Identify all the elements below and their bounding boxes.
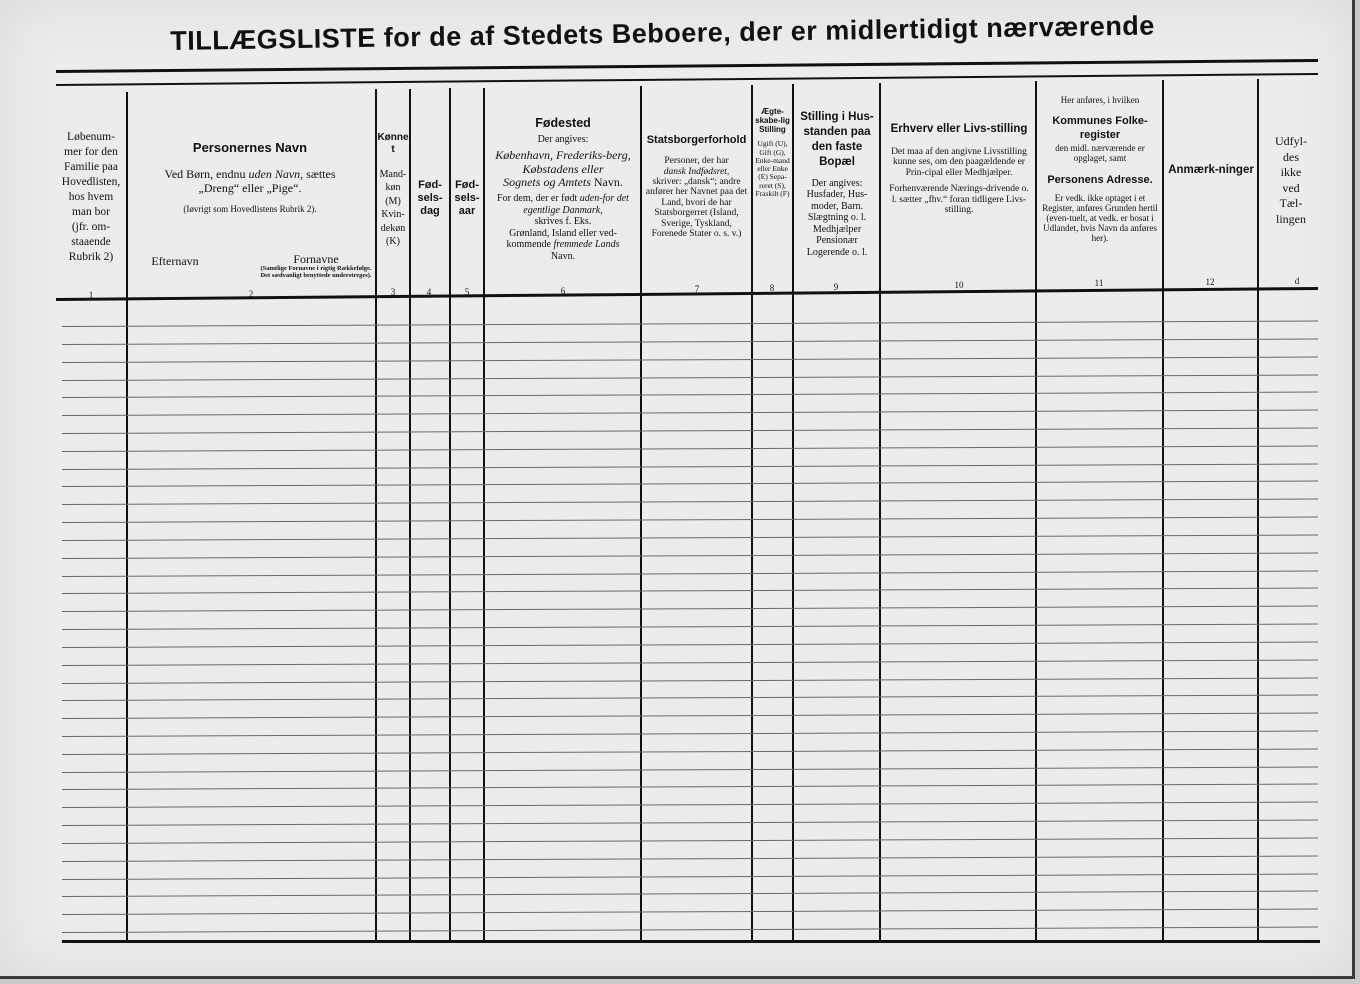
- col-number: 8: [769, 283, 775, 293]
- entry-row-line: [62, 713, 1318, 719]
- entry-row-line: [62, 374, 1318, 380]
- col6-text: Navn.: [593, 175, 623, 190]
- entry-row-line: [62, 321, 1318, 327]
- col-d-text: des: [1283, 149, 1299, 164]
- top-rule-2: [56, 73, 1318, 86]
- col9-text: Husfader, Hus-moder, Barn. Slægtning o. l. Medhjælper Pensionær Logerende o. l.: [806, 189, 868, 258]
- col2-header: [130, 140, 370, 214]
- col6-text: For dem, der er født: [497, 193, 578, 205]
- col3-text: dekøn: [380, 222, 406, 234]
- col11-header: [1038, 96, 1162, 244]
- entry-row-line: [62, 499, 1318, 505]
- col8-header: [754, 108, 791, 198]
- entry-row-line: [62, 802, 1318, 808]
- col-d-text: Udfyl-: [1275, 134, 1307, 148]
- col6-text: Der angives:: [537, 134, 589, 146]
- col3-text: Kvin-: [381, 209, 405, 221]
- col-d-text: lingen: [1276, 211, 1306, 226]
- col8-text: Ugift (U), Gift (G), Enke-mand eller Enke (E) Sepa-reret (S), Fraskilt (F): [755, 139, 790, 198]
- entry-row-line: [62, 552, 1318, 558]
- entry-row-line: [62, 534, 1318, 540]
- entry-row-line: [62, 855, 1318, 861]
- col2-text: uden Navn,: [248, 167, 304, 182]
- entry-row-line: [62, 927, 1318, 933]
- col10-text: Forhenværende Nærings-drivende o. l. sætter „fhv.“ foran tidligere Livs-stilling.: [889, 184, 1029, 216]
- entry-row-line: [62, 909, 1318, 915]
- col12-header: [1166, 164, 1256, 178]
- col3-heading: Kønnet: [377, 132, 409, 155]
- entry-row-line: [62, 606, 1318, 612]
- col-divider: [879, 83, 881, 942]
- col6-header: [487, 116, 639, 262]
- col1-text: mer for den: [64, 145, 118, 158]
- col1-text: Familie paa: [64, 160, 118, 173]
- entry-row-line: [62, 356, 1318, 362]
- entry-row-line: [62, 641, 1318, 647]
- col11-heading-2: Personens Adresse.: [1047, 174, 1153, 187]
- col-divider: [751, 85, 753, 942]
- col1-text: Rubrik 2): [68, 250, 114, 263]
- col2-text: „Dreng“ eller „Pige“.: [198, 181, 302, 196]
- col-number: 4: [426, 287, 432, 297]
- col-number: d: [1294, 276, 1300, 286]
- col2-firstname-note: (Samtlige Fornavne i rigtig Rækkefølge. Det sædvanligt benyttede understreges).: [260, 265, 372, 279]
- entry-row-line: [62, 445, 1318, 451]
- entry-row-line: [62, 427, 1318, 433]
- col11-text: den midl. nærværende er opglaget, samt: [1055, 143, 1145, 164]
- col8-heading: Ægte-skabe-lig Stilling: [755, 107, 790, 134]
- entry-row-line: [62, 410, 1318, 416]
- col2-text: Ved Børn, endnu: [164, 167, 246, 182]
- col2-text: sættes: [306, 167, 336, 182]
- col11-text: Her anføres, i hvilken: [1060, 95, 1140, 105]
- entry-row-line: [62, 659, 1318, 665]
- col3-text: (K): [386, 236, 400, 248]
- entry-row-line: [62, 748, 1318, 754]
- entry-row-line: [62, 677, 1318, 683]
- col10-header: [886, 122, 1032, 216]
- form-title: TILLÆGSLISTE for de af Stedets Beboere, der er midlertidigt nærværende: [170, 10, 1156, 56]
- entry-row-line: [62, 766, 1318, 772]
- col5-header: [451, 166, 483, 231]
- col-d-header: [1260, 134, 1322, 228]
- entry-row-line: [62, 570, 1318, 576]
- col-d-text: Tæl-: [1279, 196, 1303, 211]
- col7-text: dansk Indfødsret,: [663, 166, 730, 177]
- top-rule: [56, 59, 1318, 73]
- col6-heading: Fødested: [535, 116, 591, 130]
- entry-row-line: [62, 820, 1318, 826]
- col-divider: [1162, 80, 1164, 942]
- col7-heading: Statsborgerforhold: [646, 134, 747, 146]
- col6-text: Navn.: [550, 250, 576, 262]
- col3-text: Mand-: [379, 168, 407, 180]
- col-number: 9: [833, 282, 839, 292]
- col2-surname-label: Efternavn: [151, 254, 199, 268]
- col3-text: (M): [385, 195, 401, 207]
- col6-text: skrives f. Eks.: [534, 216, 592, 228]
- col-d-text: ikke: [1280, 165, 1302, 180]
- col-divider: [1257, 79, 1259, 942]
- col1-text: man bor: [71, 205, 110, 218]
- col2-heading: Personernes Navn: [192, 140, 308, 155]
- entry-row-line: [62, 624, 1318, 630]
- col4-header: [411, 166, 449, 231]
- col1-text: staaende: [71, 235, 111, 248]
- entry-row-line: [62, 891, 1318, 897]
- col4-heading: Fød- sels- dag: [417, 178, 443, 217]
- col6-text: København, Frederiks-berg, Købstadens eller: [495, 147, 631, 176]
- col1-text: hos hvem: [68, 190, 114, 203]
- col7-header: [643, 134, 750, 240]
- col9-header: [795, 110, 879, 258]
- col6-text: fremmede Lands: [553, 239, 620, 251]
- col-divider: [126, 92, 128, 942]
- entry-row-line: [62, 837, 1318, 843]
- col9-heading: Stilling i Hus-standen paa den faste Bopæl: [800, 111, 874, 168]
- col10-heading: Erhverv eller Livs-stilling: [890, 123, 1028, 135]
- col10-text: Det maa af den angivne Livsstilling kunne ses, om den paagældende er Prin-cipal eller Medhjælper.: [891, 146, 1027, 178]
- col2-firstname-label: Fornavne: [293, 252, 339, 266]
- col6-text: Grønland, Island eller ved-kommende: [506, 227, 617, 251]
- entry-row-line: [62, 695, 1318, 701]
- col-number: 7: [694, 284, 700, 294]
- col-number: 12: [1205, 277, 1215, 287]
- col1-text: Løbenum-: [67, 131, 115, 143]
- col6-text: uden-for det egentlige Danmark,: [523, 193, 629, 216]
- col-d-text: ved: [1282, 180, 1300, 195]
- col2-note: (Iøvrigt som Hovedlistens Rubrik 2).: [183, 203, 317, 214]
- col3-text: køn: [385, 182, 401, 194]
- entry-row-line: [62, 588, 1318, 594]
- entry-row-line: [62, 873, 1318, 879]
- entry-row-line: [62, 784, 1318, 790]
- entry-row-line: [62, 392, 1318, 398]
- col-number: 11: [1094, 278, 1104, 288]
- col1-header: [56, 130, 126, 264]
- col3-header: [377, 132, 409, 249]
- col-divider: [483, 88, 485, 942]
- col1-text: Hovedlisten,: [61, 175, 121, 188]
- col1-text: (jfr. om-: [71, 220, 111, 233]
- col5-heading: Fød- sels- aar: [454, 178, 480, 217]
- col-divider: [640, 86, 642, 942]
- col7-text: Personer, der har: [664, 156, 729, 167]
- col11-text: Er vedk. ikke optaget i et Register, anføres Grunden hertil (even-tuelt, at vedk. er bosat i Udlandet, hvis Navn da anføres her).: [1042, 193, 1158, 243]
- col-number: 2: [248, 289, 254, 299]
- entry-row-line: [62, 481, 1318, 487]
- col-number: 3: [390, 287, 396, 297]
- col-divider: [1035, 81, 1037, 942]
- entry-row-line: [62, 338, 1318, 344]
- col-number: 10: [954, 280, 964, 290]
- col-divider: [792, 84, 794, 942]
- entry-row-line: [62, 517, 1318, 523]
- col12-heading: Anmærk-ninger: [1168, 164, 1254, 176]
- bottom-rule: [62, 940, 1320, 943]
- col-number: 6: [560, 286, 566, 296]
- col9-text: Der angives:: [811, 177, 863, 189]
- col6-text: Sognets og Amtets: [503, 175, 591, 190]
- entry-row-line: [62, 730, 1318, 736]
- col7-text: skriver: „dansk“; andre anfører her Navnet paa det Land, hvori de har Statsborgerret (Island, Sverige, Tyskland, Forenede Stater o. s. v.): [645, 176, 748, 240]
- col11-heading: Kommunes Folke-register: [1052, 114, 1148, 142]
- col-number: 5: [464, 287, 470, 297]
- col-number: 1: [88, 290, 94, 300]
- entry-row-line: [62, 463, 1318, 469]
